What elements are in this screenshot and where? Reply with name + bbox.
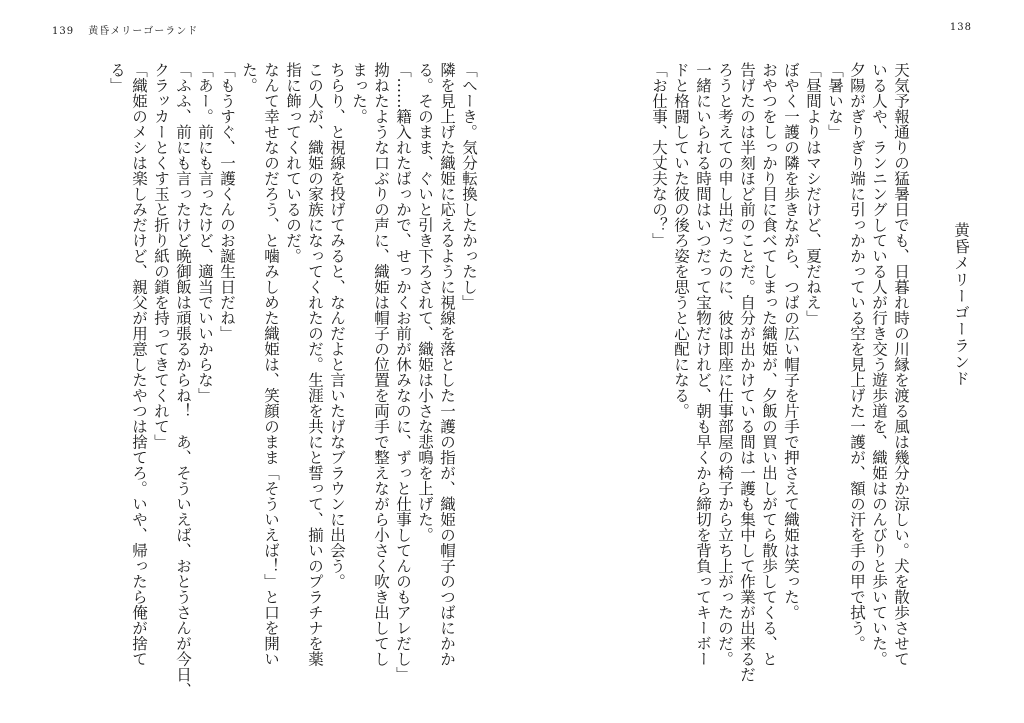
text-line: る。そのまま、ぐいと引き下ろされて、織姫は小さな悲鳴を上げた。 — [416, 62, 434, 543]
text-line: この人が、織姫の家族になってくれたのだ。生涯を共にと誓って、揃いのプラチナを薬 — [306, 62, 324, 667]
text-line: 「お仕事、大丈夫なの？」 — [650, 62, 668, 248]
text-line: 一緒にいられる時間はいつだって宝物だけれど、朝も早くから締切を背負ってキーボー — [694, 62, 712, 667]
text-line: 「へーき。気分転換したかったし」 — [460, 62, 478, 310]
text-line: 指に飾ってくれているのだ。 — [284, 62, 302, 264]
left-page-body — [40, 62, 480, 702]
text-line: 天気予報通りの猛暑日でも、日暮れ時の川縁を渡る風は幾分か涼しい。犬を散歩させて — [892, 62, 910, 667]
text-line: 「もうすぐ、一護くんのお誕生日だね」 — [218, 62, 236, 341]
right-page-body — [600, 62, 972, 702]
text-line: 隣を見上げた織姫に応えるように視線を落とした一護の指が、織姫の帽子のつばにかか — [438, 62, 456, 667]
text-line: 「暑いな」 — [826, 62, 844, 140]
text-line: た。 — [240, 62, 258, 93]
text-line: 「……籍入れたばっかで、せっかくお前が休みなのに、ずっと仕事してんのもアレだし」 — [394, 62, 412, 682]
text-line: 「昼間よりはマシだけど、夏だねえ」 — [804, 62, 822, 326]
text-line: おやつをしっかり目に食べてしまった織姫が、夕飯の買い出しがてら散歩してくる、と — [760, 62, 778, 667]
text-line: なんて幸せなのだろう、と噛みしめた織姫は、笑顔のまま「そういえば！」と口を開い — [262, 62, 280, 667]
text-line: 告げたのは半刻ほど前のことだ。自分が出かけている間は一護も集中して作業が出来るだ — [738, 62, 756, 682]
text-line: ちらり、と視線を投げてみると、なんだよと言いたげなブラウンに出会う。 — [328, 62, 346, 589]
text-line: 「ふふ、前にも言ったけど晩御飯は頑張るからね！ あ、そういえば、おとうさんが今日、 — [174, 62, 192, 698]
text-line: ぼやく一護の隣を歩きながら、つばの広い帽子を片手で押さえて織姫は笑った。 — [782, 62, 800, 620]
left-page-header — [52, 22, 198, 37]
text-line: いる人や、ランニングしている人が行き交う遊歩道を、織姫はのんびりと歩いていた。 — [870, 62, 888, 667]
right-page-number: 138 — [949, 22, 972, 33]
text-line: ドと格闘していた彼の後ろ姿を思うと心配になる。 — [672, 62, 690, 419]
running-title: 黄昏メリーゴーランド — [88, 26, 199, 37]
text-line: ろうと考えての申し出だったのに、彼は即座に仕事部屋の椅子から立ち上がったのだ。 — [716, 62, 734, 667]
text-line: 夕陽がぎりぎり端に引っかかっている空を見上げた一護が、額の汗を手の甲で拭う。 — [848, 62, 866, 651]
text-line: る」 — [108, 62, 126, 93]
text-line: 「あー。前にも言ったけど、適当でいいからな」 — [196, 62, 214, 403]
text-line: まった。 — [350, 62, 368, 124]
chapter-title: 黄昏メリーゴーランド — [952, 222, 970, 387]
text-line: 「織姫のメシは楽しみだけど、親父が用意したやつは捨てろ。いや、帰ったら俺が捨て — [130, 62, 148, 667]
text-line: 拗ねたような口ぶりの声に、織姫は帽子の位置を両手で整えながら小さく吹き出してし — [372, 62, 390, 667]
left-page-number: 139 — [52, 26, 75, 37]
text-line: クラッカーとくす玉と折り紙の鎖を持ってきてくれて」 — [152, 62, 170, 450]
